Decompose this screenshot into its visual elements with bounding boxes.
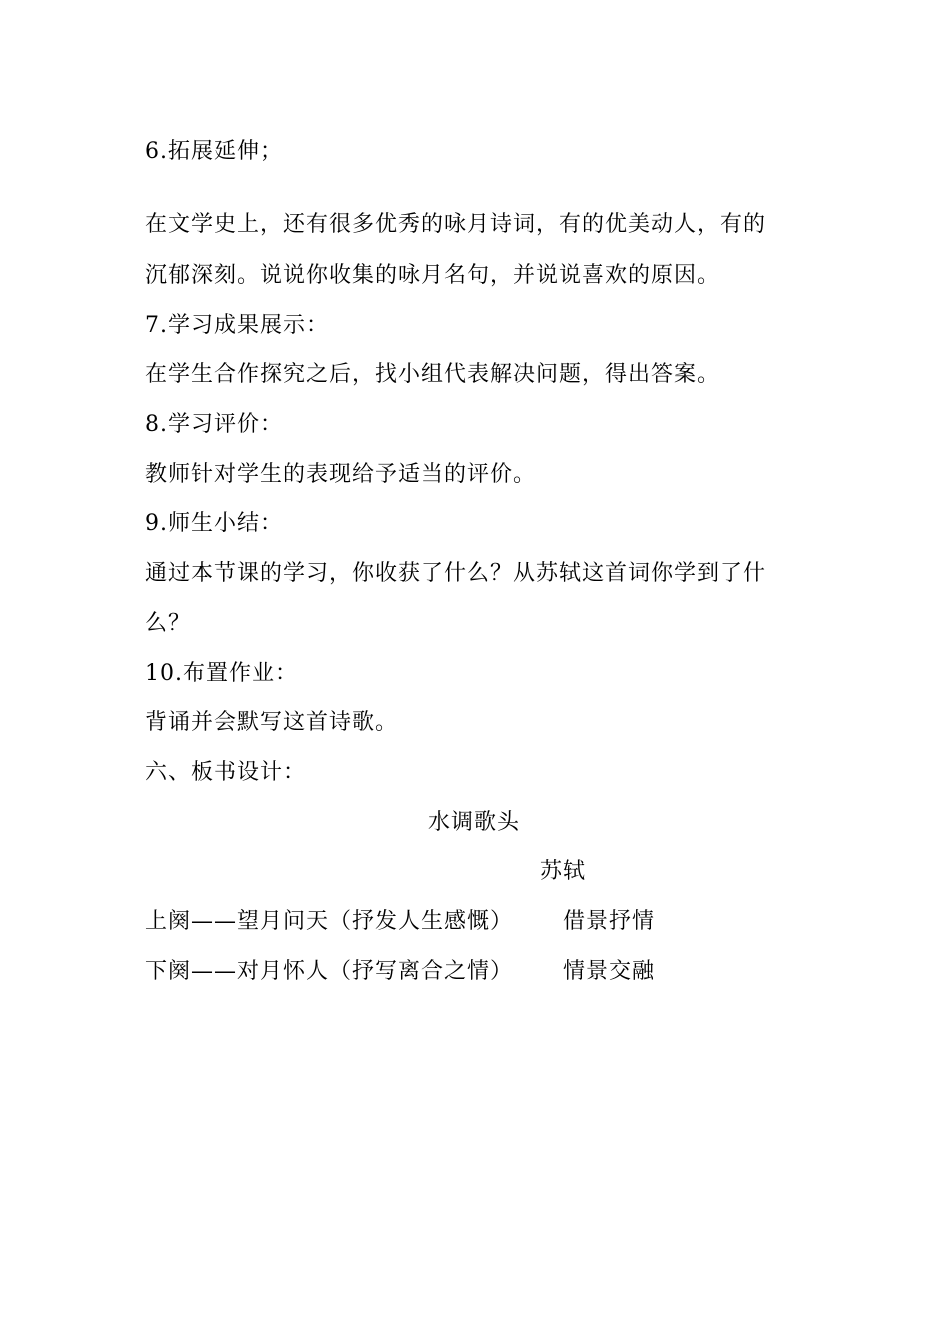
section-8-heading: 8.学习评价： (145, 412, 283, 437)
section-10-body: 背诵并会默写这首诗歌。 (145, 710, 399, 735)
section-8-body: 教师针对学生的表现给予适当的评价。 (145, 462, 537, 487)
section-6-heading: 6.拓展延伸； (145, 139, 283, 164)
board-row-upper-right: 借景抒情 (563, 909, 656, 934)
board-row-lower-left: 下阕——对月怀人（抒写离合之情） (145, 959, 514, 984)
board-row-upper-left: 上阕——望月问天（抒发人生感慨） (145, 909, 514, 934)
section-10-heading: 10.布置作业： (145, 661, 298, 686)
section-9-body-line-1: 通过本节课的学习，你收获了什么？从苏轼这首词你学到了什 (145, 561, 767, 586)
board-row-upper (145, 907, 655, 937)
section-6-body-line-1: 在文学史上，还有很多优秀的咏月诗词，有的优美动人，有的 (145, 212, 767, 237)
section-9-body-line-2: 么？ (145, 611, 192, 636)
board-row-lower (145, 957, 655, 987)
section-6-body-line-2: 沉郁深刻。说说你收集的咏月名句，并说说喜欢的原因。 (145, 263, 721, 288)
board-row-lower-right: 情景交融 (563, 959, 656, 984)
board-poem-title: 水调歌头 (428, 810, 521, 835)
board-design-heading: 六、板书设计： (145, 760, 307, 785)
section-9-heading: 9.师生小结： (145, 511, 283, 536)
section-7-heading: 7.学习成果展示： (145, 313, 329, 338)
section-7-body: 在学生合作探究之后，找小组代表解决问题，得出答案。 (145, 362, 721, 387)
board-poem-author: 苏轼 (540, 859, 587, 884)
